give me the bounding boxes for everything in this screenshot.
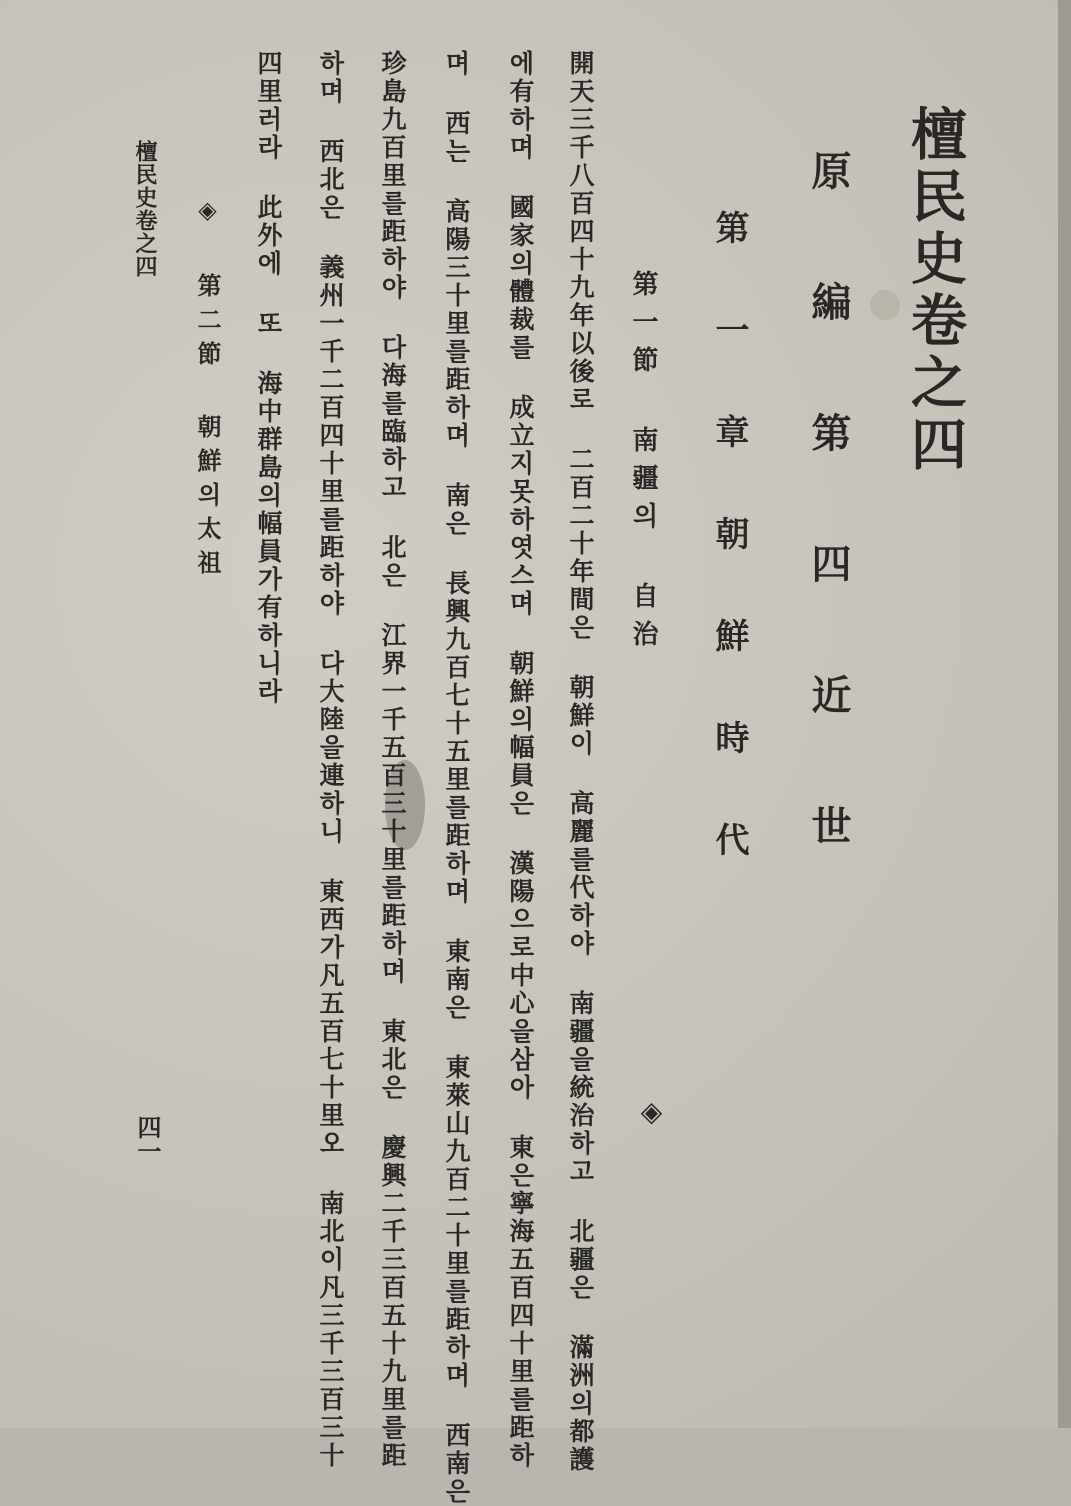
body-line: 며 西는 高陽三十里를距하며 南은 長興九百七十五里를距하며 東南은 東萊山九百二十里를距하며 西南은 <box>442 50 471 1506</box>
running-header: 檀民史卷之四 <box>132 140 158 278</box>
next-section-heading: ◈ 第二節 朝鮮의太祖 <box>193 195 222 584</box>
section-heading: 第一節 南疆의 自治 <box>628 270 658 658</box>
body-line: 에有하며 國家의體裁를 成立지못하엿스며 朝鮮의幅員은 漢陽으로中心을삼아 東은寧海五百四十里를距하 <box>506 50 535 1470</box>
body-line: 開天三千八百四十九年以後로 二百二十年間은 朝鮮이 高麗를代하야 南疆을統治하고 北疆은 滿洲의都護 <box>566 50 595 1474</box>
chapter-heading: 第 一 章 朝 鮮 時 代 <box>709 210 749 870</box>
page-edge <box>1058 0 1071 1428</box>
section-mark: ◈ <box>635 1095 668 1128</box>
page-number: 四一 <box>133 1115 162 1163</box>
body-line: 하며 西北은 義州一千二百四十里를距하야 다大陸을連하니 東西가凡五百七十里오 南北이凡三千三百三十 <box>316 50 345 1470</box>
body-line: 珍島九百里를距하야 다海를臨하고 北은 江界一千五百三十里를距하며 東北은 慶興二千三百五十九里를距 <box>378 50 407 1470</box>
book-title: 檀民史卷之四 <box>902 105 968 477</box>
part-heading: 原 編 第 四 近 世 <box>805 150 852 867</box>
body-line: 四里러라 此外에 또 海中群島의幅員가有하니라 <box>254 50 283 706</box>
